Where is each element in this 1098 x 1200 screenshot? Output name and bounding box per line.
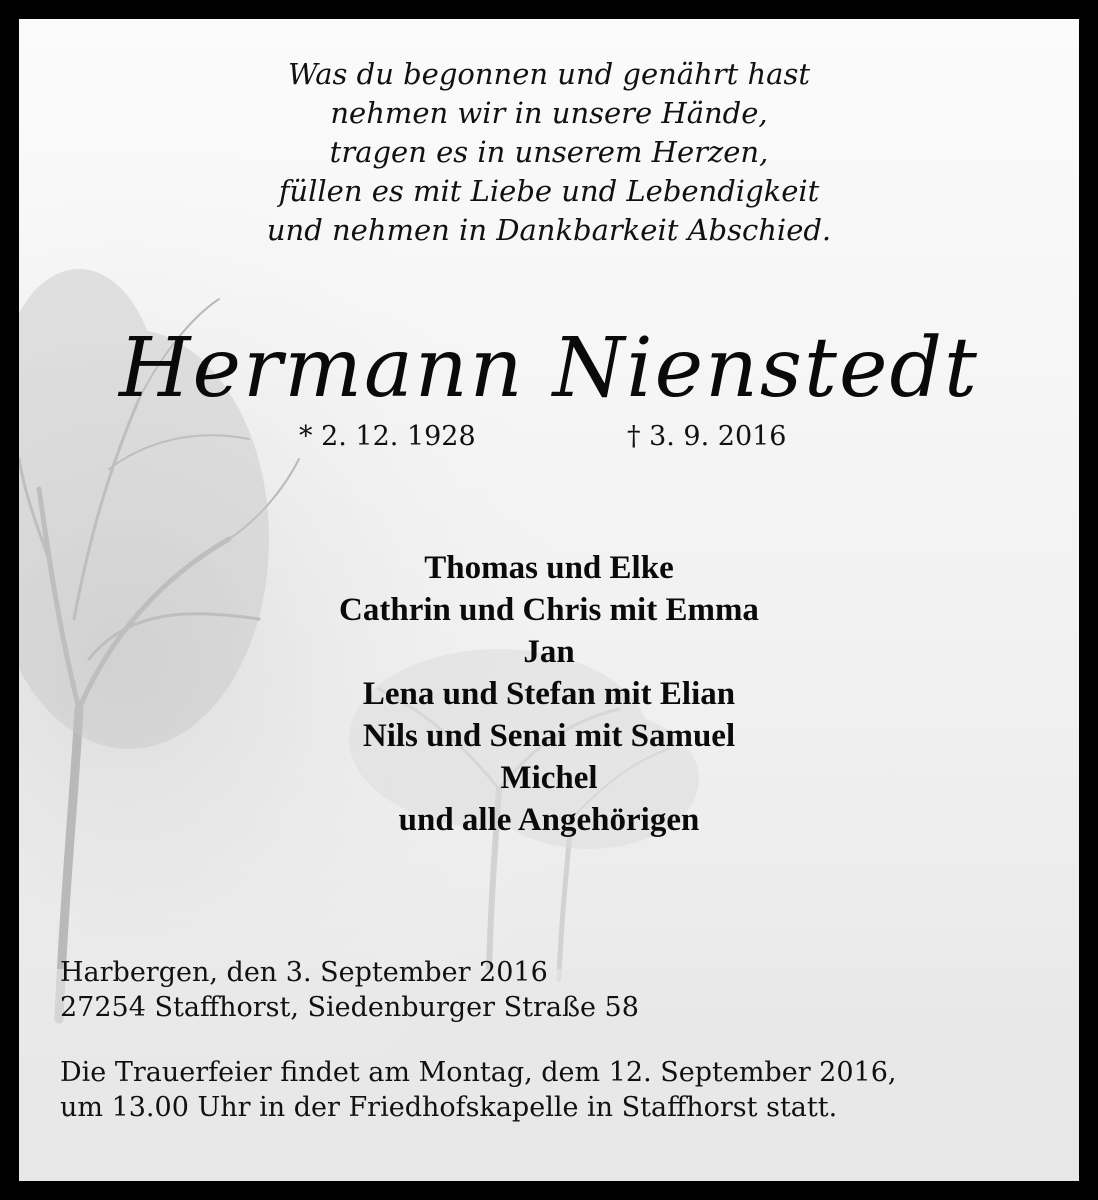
mourner-line: Jan: [523, 634, 575, 670]
verse-line: füllen es mit Liebe und Lebendigkeit: [278, 174, 820, 208]
mourner-line: und alle Angehörigen: [398, 802, 700, 838]
birth-date: * 2. 12. 1928: [299, 421, 476, 452]
place-date-line: Harbergen, den 3. September 2016: [60, 957, 548, 988]
address-line: 27254 Staffhorst, Siedenburger Straße 58: [60, 992, 639, 1023]
ceremony-line: um 13.00 Uhr in der Friedhofskapelle in Staffhorst statt.: [60, 1092, 838, 1123]
memorial-verse: [19, 55, 1079, 250]
verse-line: und nehmen in Dankbarkeit Abschied.: [266, 213, 832, 247]
death-date: † 3. 9. 2016: [627, 421, 787, 452]
mourner-line: Nils und Senai mit Samuel: [362, 718, 736, 754]
mourner-line: Thomas und Elke: [424, 550, 674, 586]
ceremony-info: [60, 1055, 896, 1125]
mourner-line: Cathrin und Chris mit Emma: [339, 592, 759, 628]
deceased-name: Hermann Nienstedt: [119, 321, 979, 416]
verse-line: Was du begonnen und genährt hast: [287, 57, 811, 91]
ceremony-line: Die Trauerfeier findet am Montag, dem 12. September 2016,: [60, 1057, 897, 1088]
verse-line: tragen es in unserem Herzen,: [329, 135, 769, 169]
verse-line: nehmen wir in unsere Hände,: [330, 96, 768, 130]
mourner-line: Michel: [500, 760, 598, 796]
mourner-line: Lena und Stefan mit Elian: [362, 676, 736, 712]
life-dates: [19, 419, 1079, 459]
place-and-address: [60, 955, 639, 1025]
mourners-list: [19, 547, 1079, 841]
